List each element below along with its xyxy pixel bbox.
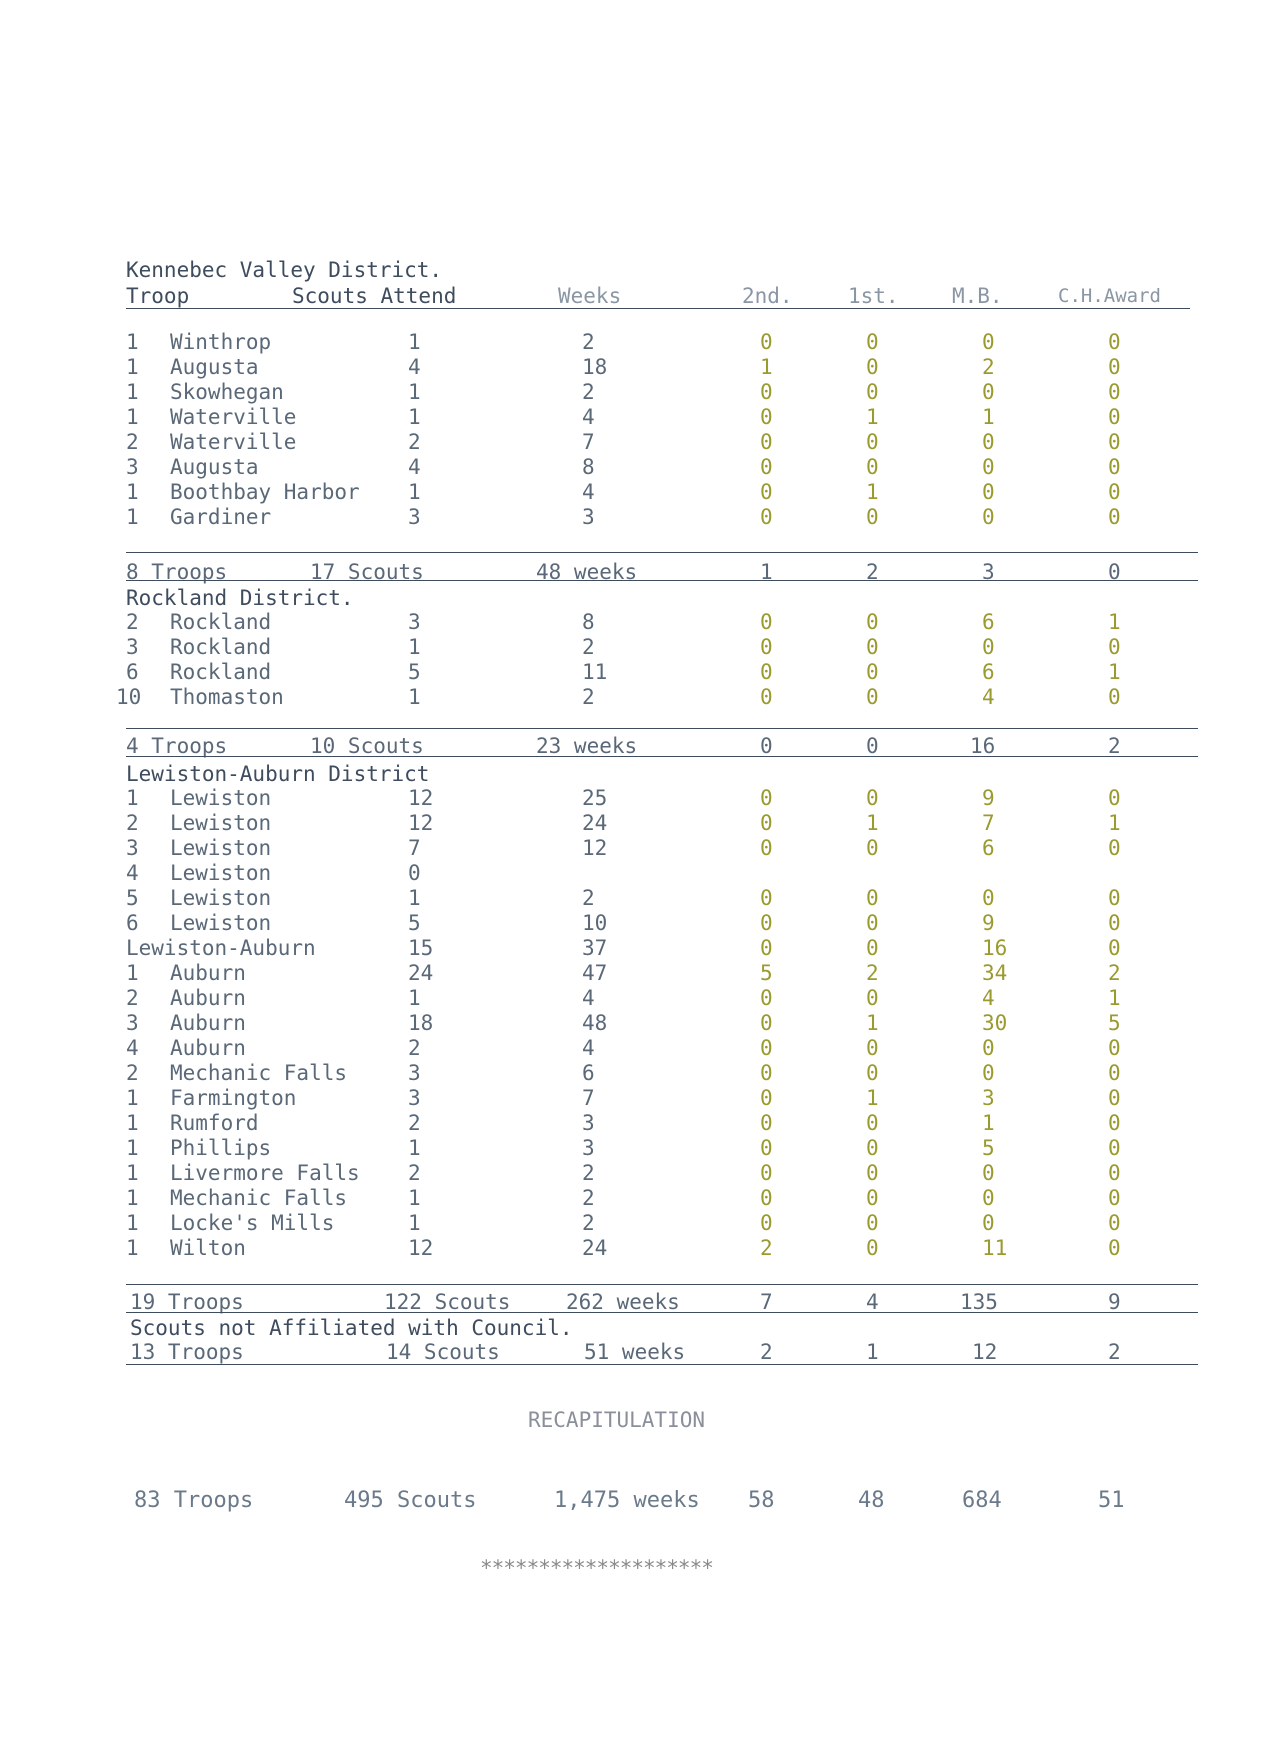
footer-stars: ******************** — [480, 1556, 713, 1580]
first-class-count: 1 — [866, 480, 879, 504]
troop-town: Lewiston — [170, 886, 272, 910]
recap-award: 51 — [1098, 1488, 1125, 1513]
award-count: 0 — [1108, 1236, 1121, 1260]
first-class-count: 0 — [866, 685, 879, 709]
merit-badge-count: 9 — [982, 911, 995, 935]
award-count: 0 — [1108, 911, 1121, 935]
merit-badge-count: 4 — [982, 986, 995, 1010]
first-class-count: 0 — [866, 1036, 879, 1060]
lewiston-total-troops: 19 Troops — [130, 1290, 244, 1314]
merit-badge-count: 4 — [982, 685, 995, 709]
merit-badge-count: 2 — [982, 355, 995, 379]
weeks-count: 2 — [582, 330, 595, 354]
second-class-count: 0 — [760, 911, 773, 935]
unaffiliated-award: 2 — [1108, 1340, 1121, 1364]
award-count: 0 — [1108, 685, 1121, 709]
weeks-count: 6 — [582, 1061, 595, 1085]
second-class-count: 2 — [760, 1236, 773, 1260]
recap-troops: 83 Troops — [134, 1488, 254, 1513]
kennebec-total-scouts: 17 Scouts — [310, 560, 424, 584]
second-class-count: 0 — [760, 811, 773, 835]
troop-town: Livermore Falls — [170, 1161, 360, 1185]
rockland-total-rule-top — [126, 728, 1198, 729]
weeks-count: 2 — [582, 635, 595, 659]
first-class-count: 0 — [866, 505, 879, 529]
scouts-count: 24 — [408, 961, 434, 985]
recap-2nd: 58 — [748, 1488, 775, 1513]
rockland-total-troops: 4 Troops — [126, 734, 228, 758]
first-class-count: 0 — [866, 1136, 879, 1160]
first-class-count: 0 — [866, 1111, 879, 1135]
troop-number: 1 — [126, 480, 139, 504]
weeks-count: 2 — [582, 1186, 595, 1210]
scouts-count: 1 — [408, 1211, 421, 1235]
second-class-count: 0 — [760, 1161, 773, 1185]
first-class-count: 0 — [866, 430, 879, 454]
second-class-count: 0 — [760, 380, 773, 404]
weeks-count: 4 — [582, 480, 595, 504]
recap-mb: 684 — [962, 1488, 1002, 1513]
second-class-count: 0 — [760, 480, 773, 504]
award-count: 1 — [1108, 811, 1121, 835]
troop-town: Farmington — [170, 1086, 297, 1110]
merit-badge-count: 3 — [982, 1086, 995, 1110]
kennebec-total-rule-top — [126, 552, 1198, 553]
second-class-count: 0 — [760, 330, 773, 354]
troop-number: 1 — [126, 1136, 139, 1160]
merit-badge-count: 0 — [982, 505, 995, 529]
weeks-count: 12 — [582, 836, 608, 860]
troop-number: 6 — [126, 660, 139, 684]
second-class-count: 0 — [760, 685, 773, 709]
scouts-count: 5 — [408, 911, 421, 935]
troop-number: 3 — [126, 635, 139, 659]
troop-town: Rumford — [170, 1111, 259, 1135]
col-header-1st: 1st. — [848, 284, 899, 308]
col-header-troop: Troop — [126, 284, 190, 308]
merit-badge-count: 0 — [982, 380, 995, 404]
merit-badge-count: 16 — [982, 936, 1008, 960]
troop-number: 1 — [126, 405, 139, 429]
scouts-count: 5 — [408, 660, 421, 684]
scouts-count: 3 — [408, 610, 421, 634]
second-class-count: 0 — [760, 986, 773, 1010]
scouts-count: 1 — [408, 330, 421, 354]
first-class-count: 0 — [866, 1186, 879, 1210]
troop-number: 3 — [126, 455, 139, 479]
scouts-count: 2 — [408, 430, 421, 454]
troop-town: Lewiston — [170, 911, 272, 935]
kennebec-total-1st: 2 — [866, 560, 879, 584]
scouts-count: 12 — [408, 811, 434, 835]
merit-badge-count: 0 — [982, 430, 995, 454]
rockland-total-mb: 16 — [970, 734, 996, 758]
second-class-count: 0 — [760, 1136, 773, 1160]
award-count: 1 — [1108, 610, 1121, 634]
award-count: 0 — [1108, 1111, 1121, 1135]
lewiston-total-mb: 135 — [960, 1290, 998, 1314]
kennebec-total-award: 0 — [1108, 560, 1121, 584]
award-count: 0 — [1108, 1136, 1121, 1160]
troop-number: 2 — [126, 811, 139, 835]
scouts-count: 3 — [408, 1061, 421, 1085]
unaffiliated-mb: 12 — [972, 1340, 998, 1364]
merit-badge-count: 1 — [982, 405, 995, 429]
troop-town: Auburn — [170, 1036, 246, 1060]
award-count: 0 — [1108, 786, 1121, 810]
unaffiliated-2nd: 2 — [760, 1340, 773, 1364]
troop-town: Waterville — [170, 430, 297, 454]
recap-title: RECAPITULATION — [528, 1408, 706, 1432]
troop-number: 5 — [126, 886, 139, 910]
merit-badge-count: 6 — [982, 610, 995, 634]
scouts-count: 1 — [408, 480, 421, 504]
header-underline — [126, 308, 1190, 309]
troop-town: Wilton — [170, 1236, 246, 1260]
second-class-count: 5 — [760, 961, 773, 985]
award-count: 0 — [1108, 355, 1121, 379]
kennebec-total-rule-bottom — [126, 580, 1198, 581]
kennebec-total-troops: 8 Troops — [126, 560, 228, 584]
second-class-count: 0 — [760, 786, 773, 810]
scouts-count: 1 — [408, 1186, 421, 1210]
award-count: 0 — [1108, 1161, 1121, 1185]
first-class-count: 0 — [866, 936, 879, 960]
rockland-total-award: 2 — [1108, 734, 1121, 758]
scouts-count: 1 — [408, 635, 421, 659]
merit-badge-count: 6 — [982, 836, 995, 860]
rockland-total-2nd: 0 — [760, 734, 773, 758]
first-class-count: 0 — [866, 380, 879, 404]
weeks-count: 48 — [582, 1011, 608, 1035]
kennebec-total-2nd: 1 — [760, 560, 773, 584]
troop-number: 6 — [126, 911, 139, 935]
award-count: 0 — [1108, 836, 1121, 860]
troop-town: Rockland — [170, 660, 272, 684]
merit-badge-count: 5 — [982, 1136, 995, 1160]
troop-town: Gardiner — [170, 505, 272, 529]
award-count: 0 — [1108, 1211, 1121, 1235]
rockland-total-rule-bottom — [126, 756, 1198, 757]
scouts-count: 1 — [408, 1136, 421, 1160]
troop-town: Mechanic Falls — [170, 1061, 348, 1085]
troop-town: Lewiston — [170, 836, 272, 860]
weeks-count: 4 — [582, 986, 595, 1010]
troop-town: Auburn — [170, 986, 246, 1010]
second-class-count: 0 — [760, 455, 773, 479]
merit-badge-count: 0 — [982, 330, 995, 354]
merit-badge-count: 0 — [982, 1036, 995, 1060]
troop-town: Auburn — [170, 1011, 246, 1035]
merit-badge-count: 0 — [982, 635, 995, 659]
second-class-count: 0 — [760, 836, 773, 860]
scouts-count: 7 — [408, 836, 421, 860]
weeks-count: 24 — [582, 811, 608, 835]
troop-number: 4 — [126, 861, 139, 885]
merit-badge-count: 0 — [982, 455, 995, 479]
weeks-count: 3 — [582, 1111, 595, 1135]
troop-number: 2 — [126, 610, 139, 634]
second-class-count: 0 — [760, 635, 773, 659]
first-class-count: 0 — [866, 786, 879, 810]
troop-number: 1 — [126, 1111, 139, 1135]
troop-number: 1 — [126, 786, 139, 810]
weeks-count: 2 — [582, 685, 595, 709]
troop-number: 2 — [126, 1061, 139, 1085]
rockland-total-1st: 0 — [866, 734, 879, 758]
merit-badge-count: 0 — [982, 480, 995, 504]
scouts-count: 12 — [408, 1236, 434, 1260]
second-class-count: 0 — [760, 936, 773, 960]
award-count: 0 — [1108, 1186, 1121, 1210]
weeks-count: 4 — [582, 1036, 595, 1060]
lewiston-total-scouts: 122 Scouts — [384, 1290, 511, 1314]
recap-scouts: 495 Scouts — [344, 1488, 477, 1513]
weeks-count: 3 — [582, 1136, 595, 1160]
troop-town: Thomaston — [170, 685, 284, 709]
first-class-count: 0 — [866, 330, 879, 354]
merit-badge-count: 0 — [982, 886, 995, 910]
troop-number: 1 — [126, 1186, 139, 1210]
troop-number: 2 — [126, 986, 139, 1010]
second-class-count: 0 — [760, 1061, 773, 1085]
scouts-count: 2 — [408, 1111, 421, 1135]
lewiston-total-2nd: 7 — [760, 1290, 773, 1314]
second-class-count: 0 — [760, 405, 773, 429]
recap-1st: 48 — [858, 1488, 885, 1513]
troop-number: 10 — [116, 685, 142, 709]
second-class-count: 0 — [760, 1211, 773, 1235]
scouts-count: 4 — [408, 355, 421, 379]
second-class-count: 0 — [760, 660, 773, 684]
weeks-count: 11 — [582, 660, 608, 684]
second-class-count: 0 — [760, 430, 773, 454]
unaffiliated-troops: 13 Troops — [130, 1340, 244, 1364]
col-header-scouts: Scouts Attend — [292, 284, 457, 308]
scouts-count: 1 — [408, 405, 421, 429]
first-class-count: 1 — [866, 1011, 879, 1035]
award-count: 0 — [1108, 430, 1121, 454]
merit-badge-count: 6 — [982, 660, 995, 684]
award-count: 0 — [1108, 505, 1121, 529]
troop-town: Boothbay Harbor — [170, 480, 360, 504]
first-class-count: 0 — [866, 886, 879, 910]
award-count: 0 — [1108, 886, 1121, 910]
first-class-count: 1 — [866, 1086, 879, 1110]
unaffiliated-scouts: 14 Scouts — [386, 1340, 500, 1364]
award-count: 5 — [1108, 1011, 1121, 1035]
award-count: 0 — [1108, 480, 1121, 504]
weeks-count: 47 — [582, 961, 608, 985]
merit-badge-count: 0 — [982, 1061, 995, 1085]
weeks-count: 8 — [582, 610, 595, 634]
award-count: 0 — [1108, 1061, 1121, 1085]
kennebec-total-weeks: 48 weeks — [536, 560, 638, 584]
award-count: 0 — [1108, 405, 1121, 429]
lewiston-total-rule-top — [126, 1284, 1198, 1285]
weeks-count: 37 — [582, 936, 608, 960]
troop-number: 3 — [126, 1011, 139, 1035]
scouts-count: 15 — [408, 936, 434, 960]
troop-town: Lewiston — [170, 786, 272, 810]
first-class-count: 0 — [866, 635, 879, 659]
unaffiliated-rule — [126, 1364, 1198, 1365]
kennebec-total-mb: 3 — [982, 560, 995, 584]
merit-badge-count: 11 — [982, 1236, 1008, 1260]
second-class-count: 0 — [760, 505, 773, 529]
merit-badge-count: 0 — [982, 1211, 995, 1235]
weeks-count: 24 — [582, 1236, 608, 1260]
merit-badge-count: 0 — [982, 1186, 995, 1210]
lewiston-total-award: 9 — [1108, 1290, 1121, 1314]
second-class-count: 0 — [760, 1086, 773, 1110]
troop-number: 1 — [126, 1211, 139, 1235]
first-class-count: 0 — [866, 986, 879, 1010]
weeks-count: 3 — [582, 505, 595, 529]
troop-town: Auburn — [170, 961, 246, 985]
lewiston-total-1st: 4 — [866, 1290, 879, 1314]
award-count: 0 — [1108, 380, 1121, 404]
col-header-weeks: Weeks — [558, 284, 622, 308]
col-header-award: C.H.Award — [1058, 285, 1161, 307]
second-class-count: 0 — [760, 1186, 773, 1210]
first-class-count: 0 — [866, 911, 879, 935]
troop-town: Lewiston — [170, 861, 272, 885]
district-title-kennebec: Kennebec Valley District. — [126, 258, 443, 282]
award-count: 0 — [1108, 635, 1121, 659]
weeks-count: 7 — [582, 430, 595, 454]
troop-town: Winthrop — [170, 330, 272, 354]
scouts-count: 0 — [408, 861, 421, 885]
first-class-count: 0 — [866, 610, 879, 634]
troop-number: 1 — [126, 961, 139, 985]
scouts-count: 3 — [408, 1086, 421, 1110]
merit-badge-count: 0 — [982, 1161, 995, 1185]
second-class-count: 0 — [760, 1011, 773, 1035]
troop-town: Lewiston-Auburn — [126, 936, 316, 960]
recap-weeks: 1,475 weeks — [554, 1488, 700, 1513]
troop-number: 1 — [126, 355, 139, 379]
weeks-count: 7 — [582, 1086, 595, 1110]
rockland-total-scouts: 10 Scouts — [310, 734, 424, 758]
troop-number: 1 — [126, 380, 139, 404]
troop-number: 1 — [126, 1086, 139, 1110]
first-class-count: 0 — [866, 1211, 879, 1235]
award-count: 1 — [1108, 660, 1121, 684]
unaffiliated-1st: 1 — [866, 1340, 879, 1364]
award-count: 0 — [1108, 936, 1121, 960]
troop-number: 1 — [126, 505, 139, 529]
troop-town: Rockland — [170, 610, 272, 634]
lewiston-total-weeks: 262 weeks — [566, 1290, 680, 1314]
troop-number: 2 — [126, 430, 139, 454]
second-class-count: 0 — [760, 1111, 773, 1135]
award-count: 0 — [1108, 455, 1121, 479]
scouts-count: 2 — [408, 1161, 421, 1185]
scouts-count: 2 — [408, 1036, 421, 1060]
award-count: 0 — [1108, 1036, 1121, 1060]
award-count: 2 — [1108, 961, 1121, 985]
merit-badge-count: 34 — [982, 961, 1008, 985]
troop-town: Skowhegan — [170, 380, 284, 404]
second-class-count: 0 — [760, 886, 773, 910]
second-class-count: 0 — [760, 610, 773, 634]
scouts-count: 4 — [408, 455, 421, 479]
weeks-count: 8 — [582, 455, 595, 479]
merit-badge-count: 7 — [982, 811, 995, 835]
scouts-count: 1 — [408, 986, 421, 1010]
unaffiliated-weeks: 51 weeks — [584, 1340, 686, 1364]
award-count: 0 — [1108, 330, 1121, 354]
troop-town: Augusta — [170, 355, 259, 379]
troop-town: Waterville — [170, 405, 297, 429]
first-class-count: 0 — [866, 1061, 879, 1085]
weeks-count: 2 — [582, 886, 595, 910]
weeks-count: 2 — [582, 380, 595, 404]
troop-number: 3 — [126, 836, 139, 860]
troop-town: Lewiston — [170, 811, 272, 835]
troop-number: 1 — [126, 1236, 139, 1260]
troop-number: 4 — [126, 1036, 139, 1060]
first-class-count: 1 — [866, 405, 879, 429]
merit-badge-count: 30 — [982, 1011, 1008, 1035]
troop-town: Rockland — [170, 635, 272, 659]
troop-number: 1 — [126, 1161, 139, 1185]
troop-town: Augusta — [170, 455, 259, 479]
scouts-count: 1 — [408, 685, 421, 709]
scouts-count: 3 — [408, 505, 421, 529]
weeks-count: 10 — [582, 911, 608, 935]
weeks-count: 25 — [582, 786, 608, 810]
merit-badge-count: 1 — [982, 1111, 995, 1135]
weeks-count: 2 — [582, 1161, 595, 1185]
award-count: 1 — [1108, 986, 1121, 1010]
district-title-lewiston: Lewiston-Auburn District — [126, 762, 430, 786]
first-class-count: 2 — [866, 961, 879, 985]
rockland-total-weeks: 23 weeks — [536, 734, 638, 758]
weeks-count: 18 — [582, 355, 608, 379]
district-title-rockland: Rockland District. — [126, 586, 354, 610]
scouts-count: 1 — [408, 886, 421, 910]
weeks-count: 4 — [582, 405, 595, 429]
first-class-count: 1 — [866, 811, 879, 835]
second-class-count: 0 — [760, 1036, 773, 1060]
first-class-count: 0 — [866, 1161, 879, 1185]
first-class-count: 0 — [866, 1236, 879, 1260]
award-count: 0 — [1108, 1086, 1121, 1110]
unaffiliated-title: Scouts not Affiliated with Council. — [130, 1316, 573, 1340]
col-header-2nd: 2nd. — [742, 284, 793, 308]
scouts-count: 18 — [408, 1011, 434, 1035]
first-class-count: 0 — [866, 660, 879, 684]
first-class-count: 0 — [866, 836, 879, 860]
lewiston-total-rule-bottom — [126, 1312, 1198, 1313]
second-class-count: 1 — [760, 355, 773, 379]
scouts-count: 12 — [408, 786, 434, 810]
troop-town: Locke's Mills — [170, 1211, 335, 1235]
troop-town: Mechanic Falls — [170, 1186, 348, 1210]
first-class-count: 0 — [866, 355, 879, 379]
col-header-mb: M.B. — [952, 284, 1003, 308]
first-class-count: 0 — [866, 455, 879, 479]
scouts-count: 1 — [408, 380, 421, 404]
merit-badge-count: 9 — [982, 786, 995, 810]
troop-town: Phillips — [170, 1136, 272, 1160]
troop-number: 1 — [126, 330, 139, 354]
weeks-count: 2 — [582, 1211, 595, 1235]
